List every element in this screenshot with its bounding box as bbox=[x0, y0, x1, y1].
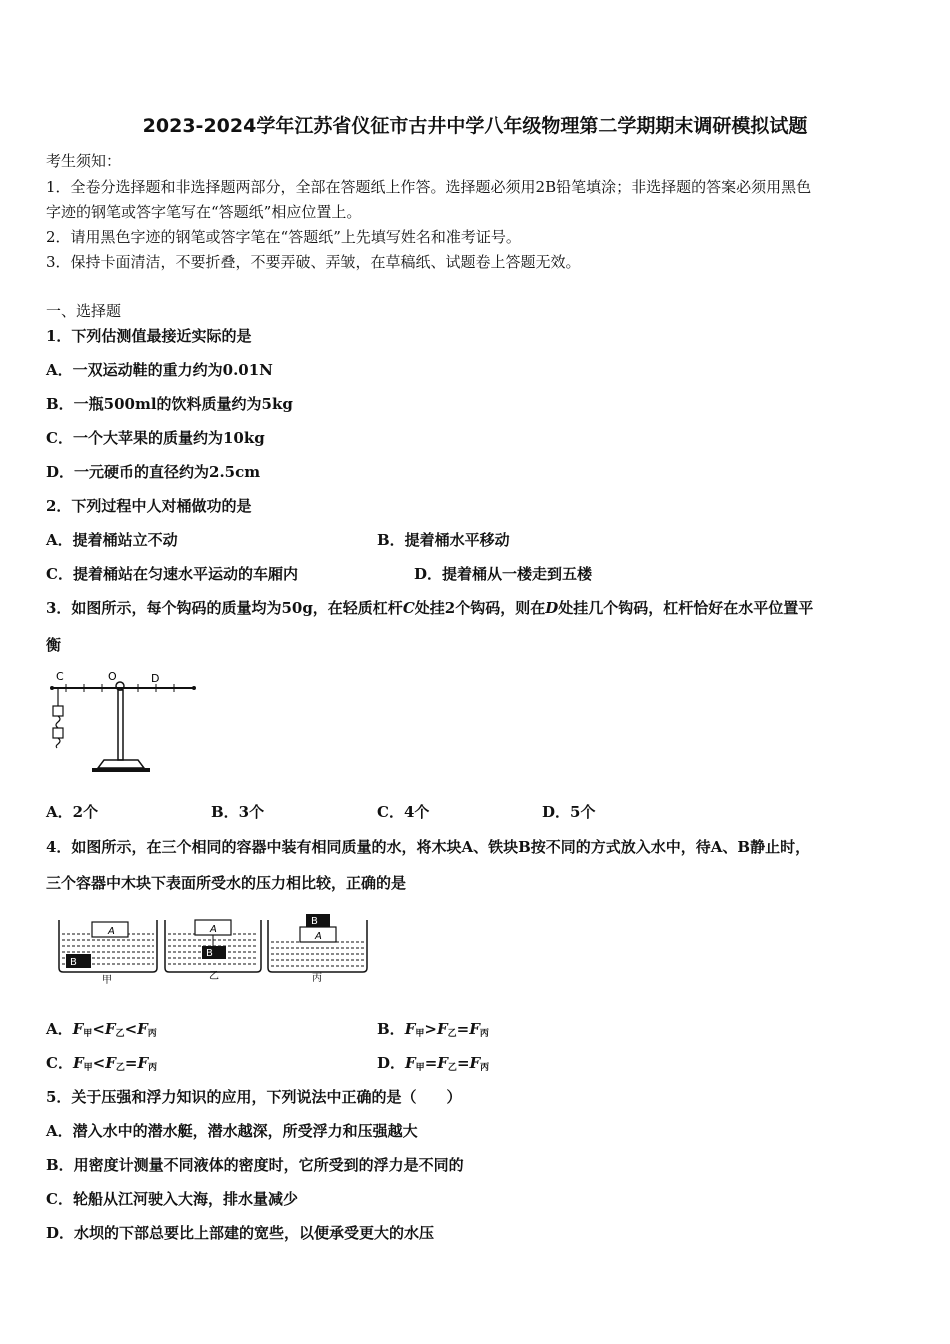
q3-stem-line-2: 衡 bbox=[46, 636, 62, 654]
q4-option-c: C．$F_甲<F_乙=F_丙$ bbox=[46, 1054, 158, 1073]
q3-var-c: C bbox=[402, 599, 415, 617]
block-b-3: B bbox=[311, 916, 318, 927]
label-bing: 丙 bbox=[312, 973, 322, 984]
q3-option-c: C．4个 bbox=[377, 803, 430, 821]
stand-pole bbox=[118, 690, 123, 760]
q3-option-b: B．3个 bbox=[211, 803, 265, 821]
label-jia: 甲 bbox=[102, 975, 112, 986]
q1-option-d: D．一元硬币的直径约为2.5cm bbox=[46, 463, 261, 481]
q2-stem: 2．下列过程中人对桶做功的是 bbox=[46, 497, 252, 515]
exam-title: 2023-2024学年江苏省仪征市古井中学八年级物理第二学期期末调研模拟试题 bbox=[142, 115, 808, 137]
q1-option-b: B．一瓶500ml的饮料质量约为5kg bbox=[46, 395, 293, 413]
block-a-1: A bbox=[108, 926, 115, 937]
stand-foot bbox=[92, 768, 150, 772]
block-a-2: A bbox=[210, 924, 217, 935]
q2-option-d: D．提着桶从一楼走到五楼 bbox=[414, 565, 593, 583]
q5-option-d: D．水坝的下部总要比上部建的宽些，以便承受更大的水压 bbox=[46, 1224, 435, 1242]
containers-figure bbox=[56, 912, 378, 986]
q3-stem-line-1 bbox=[46, 598, 813, 618]
q4-option-b: B．$F_甲>F_乙=F_丙$ bbox=[377, 1020, 489, 1039]
q3-stem-part-3: 处挂几个钩码，杠杆恰好在水平位置平 bbox=[558, 599, 814, 617]
container-bing bbox=[268, 914, 367, 984]
q5-option-b: B．用密度计测量不同液体的密度时，它所受到的浮力是不同的 bbox=[46, 1156, 464, 1174]
q1-stem: 1．下列估测值最接近实际的是 bbox=[46, 327, 252, 345]
lever-label-d: D bbox=[151, 672, 160, 685]
container-jia bbox=[59, 920, 157, 986]
lever-label-c: C bbox=[56, 670, 64, 683]
notice-item-2: 2．请用黑色字迹的钢笔或答字笔在“答题纸”上先填写姓名和准考证号。 bbox=[46, 228, 521, 246]
q5-option-a: A．潜入水中的潜水艇，潜水越深，所受浮力和压强越大 bbox=[46, 1122, 418, 1140]
notice-heading: 考生须知： bbox=[46, 152, 122, 170]
q1-option-c: C．一个大苹果的质量约为10kg bbox=[46, 429, 265, 447]
q2-option-a: A．提着桶站立不动 bbox=[46, 531, 178, 549]
q1-option-a: A．一双运动鞋的重力约为0.01N bbox=[46, 361, 273, 379]
q4-stem-line-2: 三个容器中木块下表面所受水的压力相比较，正确的是 bbox=[46, 874, 407, 892]
lever-label-o: O bbox=[108, 670, 117, 683]
container-yi bbox=[165, 920, 261, 982]
notice-item-1-line-2: 字迹的钢笔或答字笔写在“答题纸”相应位置上。 bbox=[46, 203, 362, 221]
section-heading: 一、选择题 bbox=[46, 302, 122, 320]
q5-option-c: C．轮船从江河驶入大海，排水量减少 bbox=[46, 1190, 298, 1208]
q3-option-d: D．5个 bbox=[542, 803, 596, 821]
q3-stem-part-1: 3．如图所示，每个钩码的质量均为50g，在轻质杠杆 bbox=[46, 599, 403, 617]
q2-option-c: C．提着桶站在匀速水平运动的车厢内 bbox=[46, 565, 298, 583]
q3-stem-part-2: 处挂2个钩码，则在 bbox=[414, 599, 546, 617]
lever-figure bbox=[44, 666, 200, 778]
q4-option-a: A．$F_甲<F_乙<F_丙$ bbox=[46, 1020, 157, 1039]
notice-item-3: 3．保持卡面清洁，不要折叠，不要弄破、弄皱，在草稿纸、试题卷上答题无效。 bbox=[46, 253, 581, 271]
block-b-1: B bbox=[70, 957, 77, 968]
block-b-2: B bbox=[206, 948, 213, 959]
stand-base bbox=[98, 760, 144, 768]
q4-option-d: D．$F_甲=F_乙=F_丙$ bbox=[377, 1054, 490, 1073]
block-a-3: A bbox=[315, 931, 322, 942]
q3-option-a: A．2个 bbox=[46, 803, 99, 821]
label-yi: 乙 bbox=[209, 971, 219, 982]
q4-stem-line-1: 4．如图所示，在三个相同的容器中装有相同质量的水，将木块A、铁块B按不同的方式放入水中，待A、B静止时， bbox=[46, 838, 811, 856]
hook-weights bbox=[53, 688, 63, 748]
lever-end-left bbox=[50, 686, 54, 690]
q3-var-d: D bbox=[545, 599, 559, 617]
notice-item-1-line-1: 1．全卷分选择题和非选择题两部分，全部在答题纸上作答。选择题必须用2B铅笔填涂；非选择题的答案必须用黑色 bbox=[46, 178, 812, 196]
q5-stem: 5．关于压强和浮力知识的应用，下列说法中正确的是（ ） bbox=[46, 1088, 462, 1106]
lever-end-right bbox=[192, 686, 196, 690]
q2-option-b: B．提着桶水平移动 bbox=[377, 531, 510, 549]
